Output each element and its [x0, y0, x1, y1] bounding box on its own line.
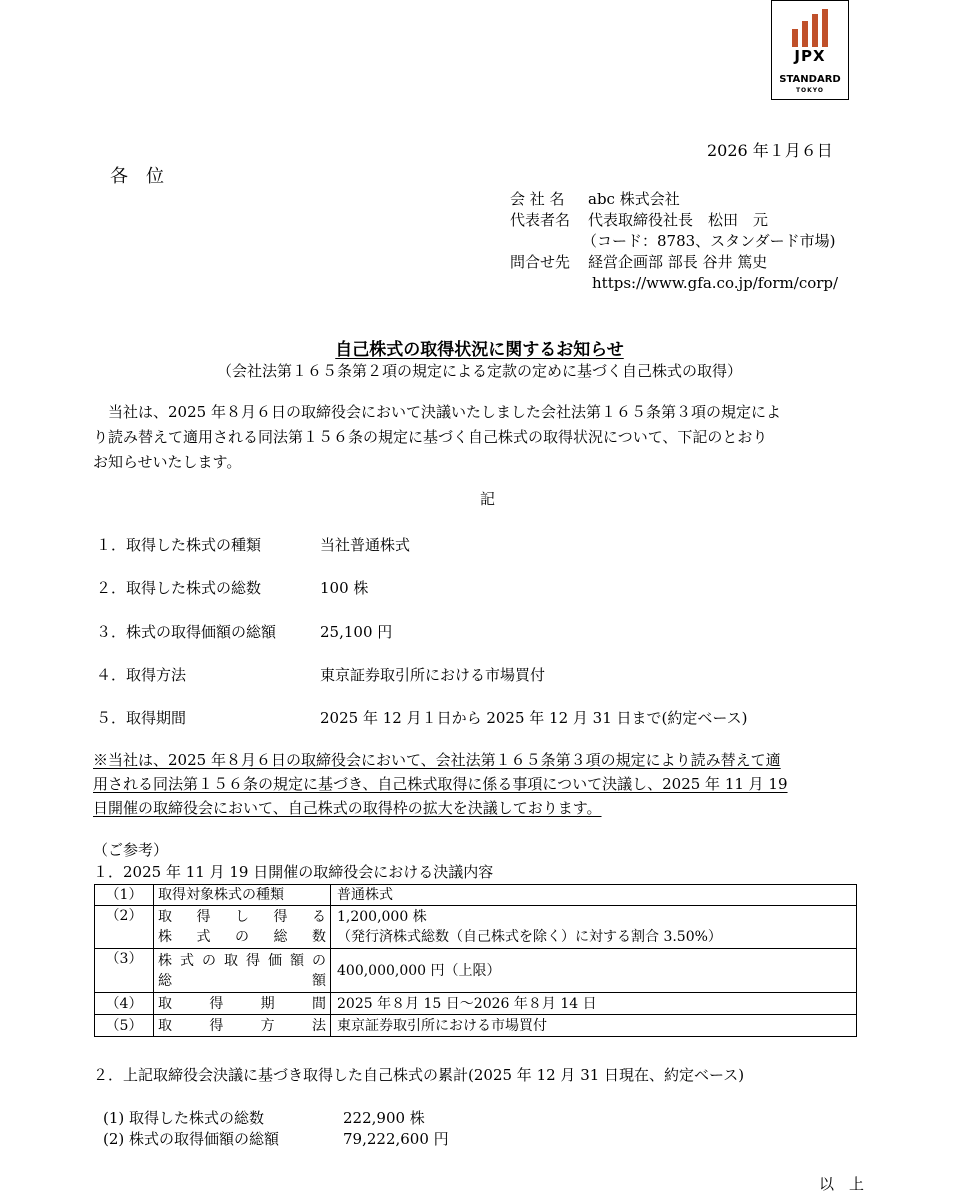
reference-label: （ご参考）	[93, 841, 169, 859]
closing-mark: 以 上	[819, 1175, 865, 1193]
company-code: （コード：8783、スタンダード市場)	[582, 232, 836, 250]
row-label-line-2	[158, 971, 326, 991]
item-1-label: １．取得した株式の種類	[96, 536, 262, 554]
reference-section-1-title: １．2025 年 11 月 19 日開催の取締役会における決議内容	[93, 863, 494, 881]
company-name-label: 会 社 名	[510, 190, 565, 208]
intro-line-3: お知らせいたします。	[93, 453, 242, 471]
row-value: 400,000,000 円（上限）	[331, 949, 857, 993]
item-5-value: 2025 年 12 月１日から 2025 年 12 月 31 日まで(約定ベース)	[320, 709, 748, 727]
row-number: （2）	[95, 906, 154, 949]
cumulative-2-label: (2) 株式の取得価額の総額	[103, 1130, 280, 1148]
row-label-text	[158, 994, 326, 1014]
note-line-3: 日開催の取締役会において、自己株式の取得枠の拡大を決議しております。	[93, 799, 602, 817]
cumulative-1-value: 222,900 株	[343, 1109, 425, 1127]
item-2-value: 100 株	[320, 579, 369, 597]
reference-section-2-title: ２．上記取締役会決議に基づき取得した自己株式の累計(2025 年 12 月 31 日現在、約定ベース)	[93, 1066, 745, 1084]
representative-label: 代表者名	[510, 211, 571, 229]
row-number: （3）	[95, 949, 154, 993]
row-number: （4）	[95, 993, 154, 1015]
logo-text-tokyo: TOKYO	[795, 87, 825, 94]
logo-text-jpx: JPX	[794, 47, 826, 65]
row-value-line-1: 1,200,000 株	[337, 909, 427, 925]
cumulative-2-value: 79,222,600 円	[343, 1130, 449, 1148]
jpx-standard-logo	[771, 0, 849, 100]
row-label-line-2	[158, 927, 326, 947]
row-label	[154, 993, 331, 1015]
row-label	[154, 1015, 331, 1037]
contact: 経営企画部 部長 谷井 篤史	[588, 253, 768, 271]
item-4-value: 東京証券取引所における市場買付	[320, 666, 546, 684]
representative: 代表取締役社長 松田 元	[588, 211, 769, 229]
document-title: 自己株式の取得状況に関するお知らせ	[335, 340, 624, 360]
table-row	[95, 949, 857, 993]
note-line-2: 用される同法第１５６条の規定に基づき、自己株式取得に係る事項について決議し、2025 年 11 月 19	[93, 775, 788, 793]
row-value: 普通株式	[331, 885, 857, 906]
row-label-line-2: 株 式 の 総 数	[158, 929, 326, 945]
row-label-text: 取 得 期 間	[158, 995, 326, 1012]
row-label-line-1: 取 得 し 得 る	[158, 909, 326, 925]
resolution-table	[94, 884, 857, 1037]
document-subtitle: （会社法第１６５条第２項の規定による定款の定めに基づく自己株式の取得）	[216, 362, 742, 380]
row-value-line-2: （発行済株式総数（自己株式を除く）に対する割合 3.50%）	[337, 929, 722, 945]
addressee: 各 位	[110, 166, 164, 187]
row-label-line-1	[158, 907, 326, 927]
row-label-text: 取 得 方 法	[158, 1017, 326, 1034]
item-3-value: 25,100 円	[320, 623, 393, 641]
table-row	[95, 1015, 857, 1037]
item-3-label: ３．株式の取得価額の総額	[96, 623, 277, 641]
intro-line-1: 当社は、2025 年８月６日の取締役会において決議いたしました会社法第１６５条第３項の規定によ	[93, 403, 781, 421]
table-row	[95, 993, 857, 1015]
row-label-line-1: 株 式 の 取 得 価 額 の	[158, 952, 326, 969]
row-number: （5）	[95, 1015, 154, 1037]
row-label-text	[158, 1016, 326, 1036]
cumulative-1-label: (1) 取得した株式の総数	[103, 1109, 265, 1127]
intro-line-2: り読み替えて適用される同法第１５６条の規定に基づく自己株式の取得状況について、下記のとおり	[93, 428, 768, 446]
row-label	[154, 906, 331, 949]
row-label	[154, 949, 331, 993]
note-line-1: ※当社は、2025 年８月６日の取締役会において、会社法第１６５条第３項の規定により読み替えて適	[93, 751, 781, 769]
logo-text-standard: STANDARD	[779, 74, 841, 85]
jpx-bars-icon	[792, 9, 830, 47]
row-value: 東京証券取引所における市場買付	[331, 1015, 857, 1037]
ki-marker: 記	[480, 490, 496, 508]
item-1-value: 当社普通株式	[320, 536, 411, 554]
table-row	[95, 906, 857, 949]
row-value: 2025 年８月 15 日～2026 年８月 14 日	[331, 993, 857, 1015]
contact-url[interactable]: https://www.gfa.co.jp/form/corp/	[592, 274, 839, 292]
row-label: 取得対象株式の種類	[154, 885, 331, 906]
contact-label: 問合せ先	[510, 253, 571, 271]
row-label-line-2: 総 額	[158, 972, 326, 989]
row-number: （1）	[95, 885, 154, 906]
document-date: 2026 年１月６日	[707, 141, 833, 160]
row-label-line-1	[158, 951, 326, 971]
company-name: abc 株式会社	[588, 190, 680, 208]
item-4-label: ４．取得方法	[96, 666, 187, 684]
table-row	[95, 885, 857, 906]
row-value	[331, 906, 857, 949]
item-2-label: ２．取得した株式の総数	[96, 579, 262, 597]
item-5-label: ５．取得期間	[96, 709, 187, 727]
